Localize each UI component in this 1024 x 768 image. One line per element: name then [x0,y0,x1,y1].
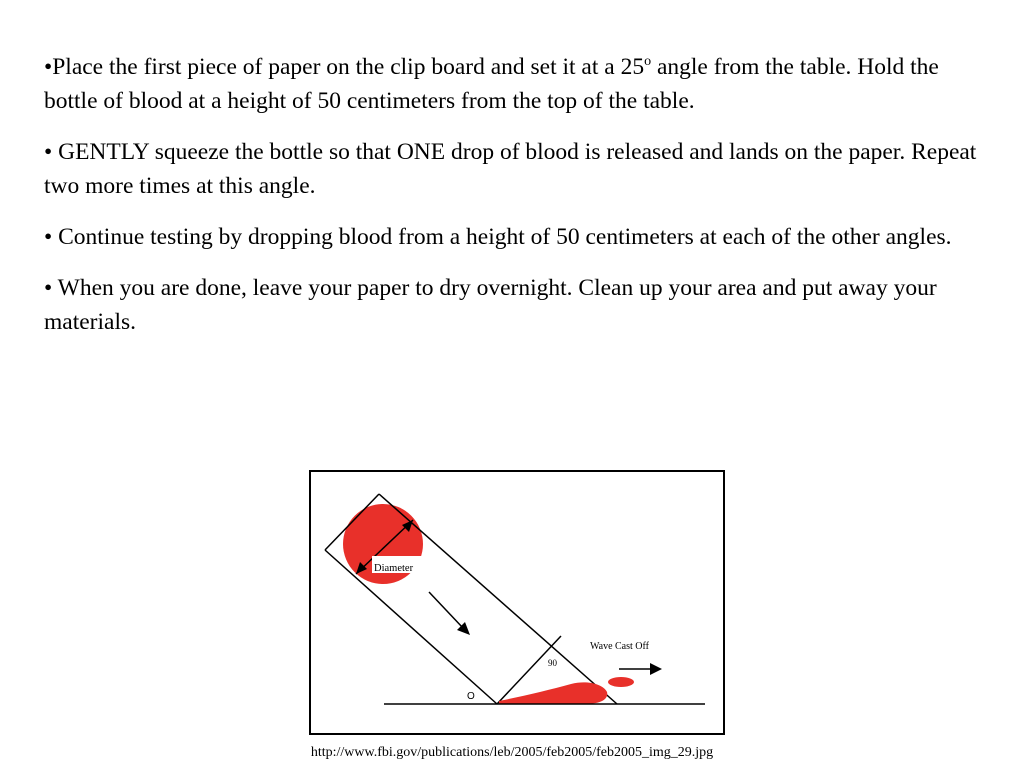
blood-drop-diagram [309,470,725,735]
caption-text: http://www.fbi.gov/publications/leb/2005/feb2005/feb2005_img_29.jpg [310,745,714,760]
bullet-gently-squeeze: • GENTLY squeeze the bottle so that ONE drop of blood is released and lands on the paper. Repeat two more times at this angle. [44,139,977,199]
image-source-caption [0,745,1024,761]
ninety-degree-label: 90 [548,658,557,668]
bullet-place-paper [44,50,984,118]
bullet-place-paper-text: •Place the first piece of paper on the clip board and set it at a 25 [44,54,645,80]
bullet-place-paper-text-rest: angle from the table. Hold the bottle of blood at a height of 50 centimeters from the top of the table. [44,54,939,114]
degree-superscript: o [644,54,652,69]
wave-cast-off-label: Wave Cast Off [590,641,649,652]
origin-label: O [467,691,475,702]
bullet-continue-testing: • Continue testing by dropping blood from a height of 50 centimeters at each of the other angles. [44,224,952,250]
instruction-list [44,50,984,356]
diameter-label: Diameter [374,563,414,574]
satellite-blood-drop [608,677,634,687]
diagram-svg [309,470,725,735]
bullet-when-done: • When you are done, leave your paper to dry overnight. Clean up your area and put away your materials. [44,275,937,335]
